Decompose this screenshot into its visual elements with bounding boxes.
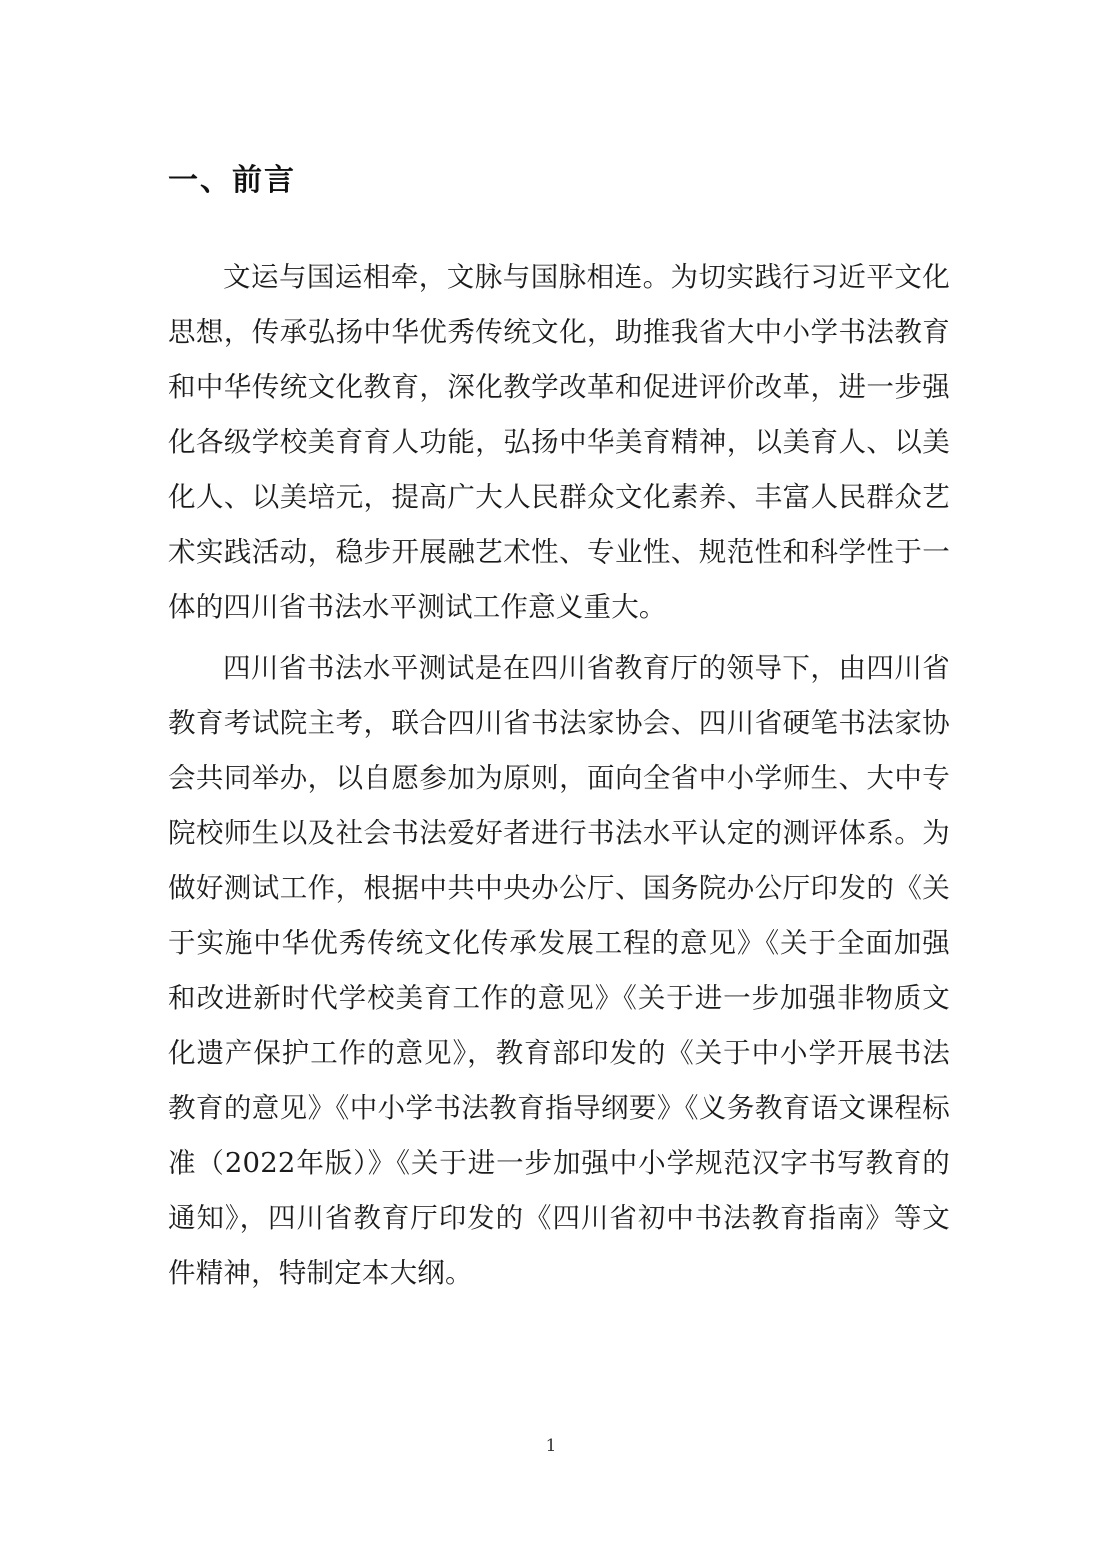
page-title: 一、前言 bbox=[168, 163, 296, 198]
paragraph-1: 文运与国运相牵，文脉与国脉相连。为切实践行习近平文化思想，传承弘扬中华优秀传统文化，助推我省大中小学书法教育和中华传统文化教育，深化教学改革和促进评价改革，进一步强化各级学校美育育人功能，弘扬中华美育精神，以美育人、以美化人、以美培元，提高广大人民群众文化素养、丰富人民群众艺术实践活动，稳步开展融艺术性、专业性、规范性和科学性于一体的四川省书法水平测试工作意义重大。 bbox=[168, 261, 950, 623]
paragraph-2: 四川省书法水平测试是在四川省教育厅的领导下，由四川省教育考试院主考，联合四川省书法家协会、四川省硬笔书法家协会共同举办，以自愿参加为原则，面向全省中小学师生、大中专院校师生以及社会书法爱好者进行书法水平认定的测评体系。为做好测试工作，根据中共中央办公厅、国务院办公厅印发的《关于实施中华优秀传统文化传承发展工程的意见》《关于全面加强和改进新时代学校美育工作的意见》《关于进一步加强非物质文化遗产保护工作的意见》，教育部印发的《关于中小学开展书法教育的意见》《中小学书法教育指导纲要》《义务教育语文课程标准（2022年版）》《关于进一步加强中小学规范汉字书写教育的通知》，四川省教育厅印发的《四川省初中书法教育指南》等文件精神，特制定本大纲。 bbox=[168, 652, 950, 1289]
page-content bbox=[168, 160, 950, 1307]
page-number: 1 bbox=[545, 1436, 557, 1456]
